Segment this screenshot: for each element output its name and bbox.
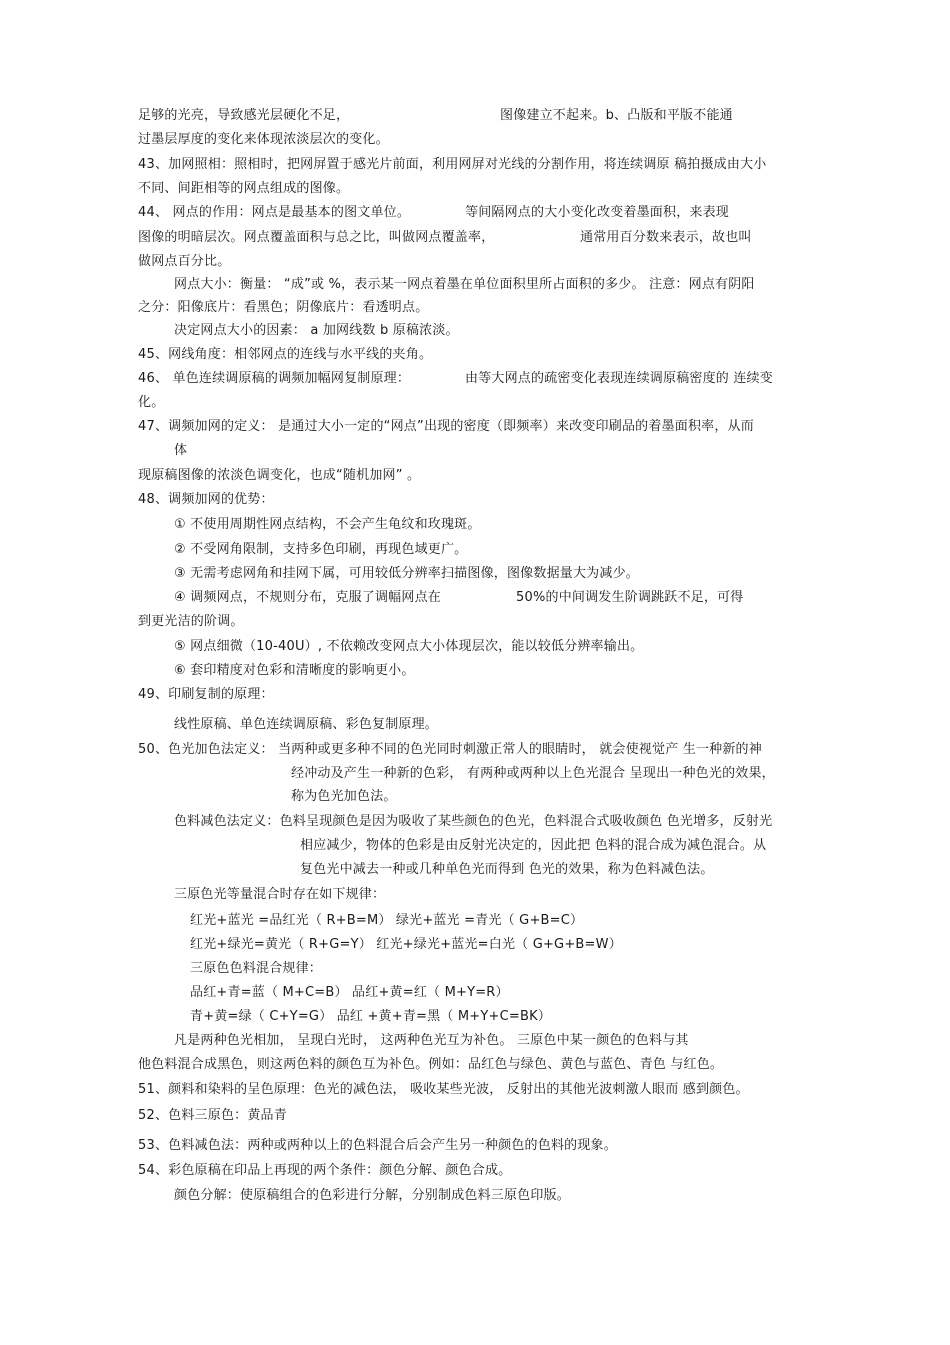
text-line: 复色光中减去一种或几种单色光而得到 色光的效果，称为色料减色法。	[300, 862, 714, 877]
text-line: 凡是两种色光相加， 呈现白光时， 这两种色光互为补色。 三原色中某一颜色的色料与其	[174, 1033, 689, 1048]
text-line: 51、颜料和染料的呈色原理：色光的减色法， 吸收某些光波， 反射出的其他光波刺激人眼而 感到颜色。	[138, 1082, 749, 1097]
text-line: 色料减色法定义：色料呈现颜色是因为吸收了某些颜色的色光，色料混合式吸收颜色 色光增多，反射光	[174, 814, 773, 829]
text-line: 网点大小：衡量： “成”或 %，表示某一网点着墨在单位面积里所占面积的多少。 注意：网点有阴阳	[174, 277, 755, 292]
text-line: 50、色光加色法定义： 当两种或更多种不同的色光同时刺激正常人的眼睛时， 就会使视觉产 生一种新的神	[138, 742, 762, 757]
text-line: 49、印刷复制的原理：	[138, 687, 274, 702]
text-line: 化。	[138, 395, 165, 410]
text-line: 52、色料三原色：黄品青	[138, 1108, 287, 1123]
text-line: 足够的光亮，导致感光层硬化不足，	[138, 108, 350, 123]
text-line: 三原色色料混合规律：	[190, 961, 323, 976]
text-line: 图像建立不起来。b、凸版和平版不能通	[500, 108, 733, 123]
text-line: 称为色光加色法。	[291, 789, 397, 804]
text-line: 决定网点大小的因素： a 加网线数 b 原稿浓淡。	[174, 323, 459, 338]
text-line: 红光+绿光=黄光（ R+G=Y） 红光+绿光+蓝光=白光（ G+G+B=W）	[190, 937, 622, 952]
text-line: 54、彩色原稿在印品上再现的两个条件：颜色分解、颜色合成。	[138, 1163, 512, 1178]
text-line: ⑥ 套印精度对色彩和清晰度的影响更小。	[174, 663, 415, 678]
text-line: 相应减少，物体的色彩是由反射光决定的，因此把 色料的混合成为减色混合。从	[300, 838, 767, 853]
text-line: 50%的中间调发生阶调跳跃不足，可得	[516, 590, 744, 605]
text-line: ⑤ 网点细微（10-40U）, 不依赖改变网点大小体现层次，能以较低分辨率输出。	[174, 639, 644, 654]
text-line: 过墨层厚度的变化来体现浓淡层次的变化。	[138, 132, 389, 147]
text-line: 他色料混合成黑色，则这两色料的颜色互为补色。例如：品红色与绿色、黄色与蓝色、青色 与红色。	[138, 1057, 724, 1072]
text-line: 48、调频加网的优势：	[138, 492, 274, 507]
text-line: ③ 无需考虑网角和挂网下属，可用较低分辨率扫描图像，图像数据量大为减少。	[174, 566, 639, 581]
text-line: 三原色光等量混合时存在如下规律：	[174, 887, 386, 902]
text-line: 线性原稿、单色连续调原稿、彩色复制原理。	[174, 717, 439, 732]
text-line: 做网点百分比。	[138, 254, 231, 269]
text-line: 之分：阳像底片：看黑色；阴像底片：看透明点。	[138, 300, 429, 315]
text-line: 由等大网点的疏密变化表现连续调原稿密度的 连续变	[465, 371, 773, 386]
text-line: 经冲动及产生一种新的色彩， 有两种或两种以上色光混合 呈现出一种色光的效果，	[291, 766, 775, 781]
text-line: 45、网线角度：相邻网点的连线与水平线的夹角。	[138, 347, 433, 362]
text-line: 品红+青=蓝（ M+C=B） 品红+黄=红（ M+Y=R）	[190, 985, 509, 1000]
text-line: 47、调频加网的定义： 是通过大小一定的“网点”出现的密度（即频率）来改变印刷品的着墨面积率，从而	[138, 419, 754, 434]
text-line: 现原稿图像的浓淡色调变化，也成“随机加网” 。	[138, 468, 421, 483]
text-line: 红光+蓝光 =品红光（ R+B=M） 绿光+蓝光 =青光（ G+B=C）	[190, 913, 584, 928]
text-line: 颜色分解：使原稿组合的色彩进行分解，分别制成色料三原色印版。	[174, 1188, 571, 1203]
text-line: 53、色料减色法：两种或两种以上的色料混合后会产生另一种颜色的色料的现象。	[138, 1138, 617, 1153]
text-line: 44、 网点的作用：网点是最基本的图文单位。	[138, 205, 411, 220]
text-line: 通常用百分数来表示，故也叫	[580, 230, 752, 245]
text-line: ② 不受网角限制，支持多色印刷，再现色域更广。	[174, 542, 468, 557]
text-line: 43、加网照相：照相时，把网屏置于感光片前面，利用网屏对光线的分割作用，将连续调原 稿拍摄成由大小	[138, 157, 767, 172]
text-line: ④ 调频网点，不规则分布，克服了调幅网点在	[174, 590, 441, 605]
text-line: 到更光洁的阶调。	[138, 614, 244, 629]
text-line: 体	[174, 443, 188, 458]
text-line: ① 不使用周期性网点结构，不会产生龟纹和玫瑰斑。	[174, 517, 481, 532]
text-line: 等间隔网点的大小变化改变着墨面积，来表现	[465, 205, 730, 220]
text-line: 图像的明暗层次。网点覆盖面积与总之比，叫做网点覆盖率，	[138, 230, 495, 245]
text-line: 不同、间距相等的网点组成的图像。	[138, 181, 350, 196]
text-line: 46、 单色连续调原稿的调频加幅网复制原理：	[138, 371, 411, 386]
text-line: 青+黄=绿（ C+Y=G） 品红 +黄+青=黑（ M+Y+C=BK）	[190, 1009, 552, 1024]
